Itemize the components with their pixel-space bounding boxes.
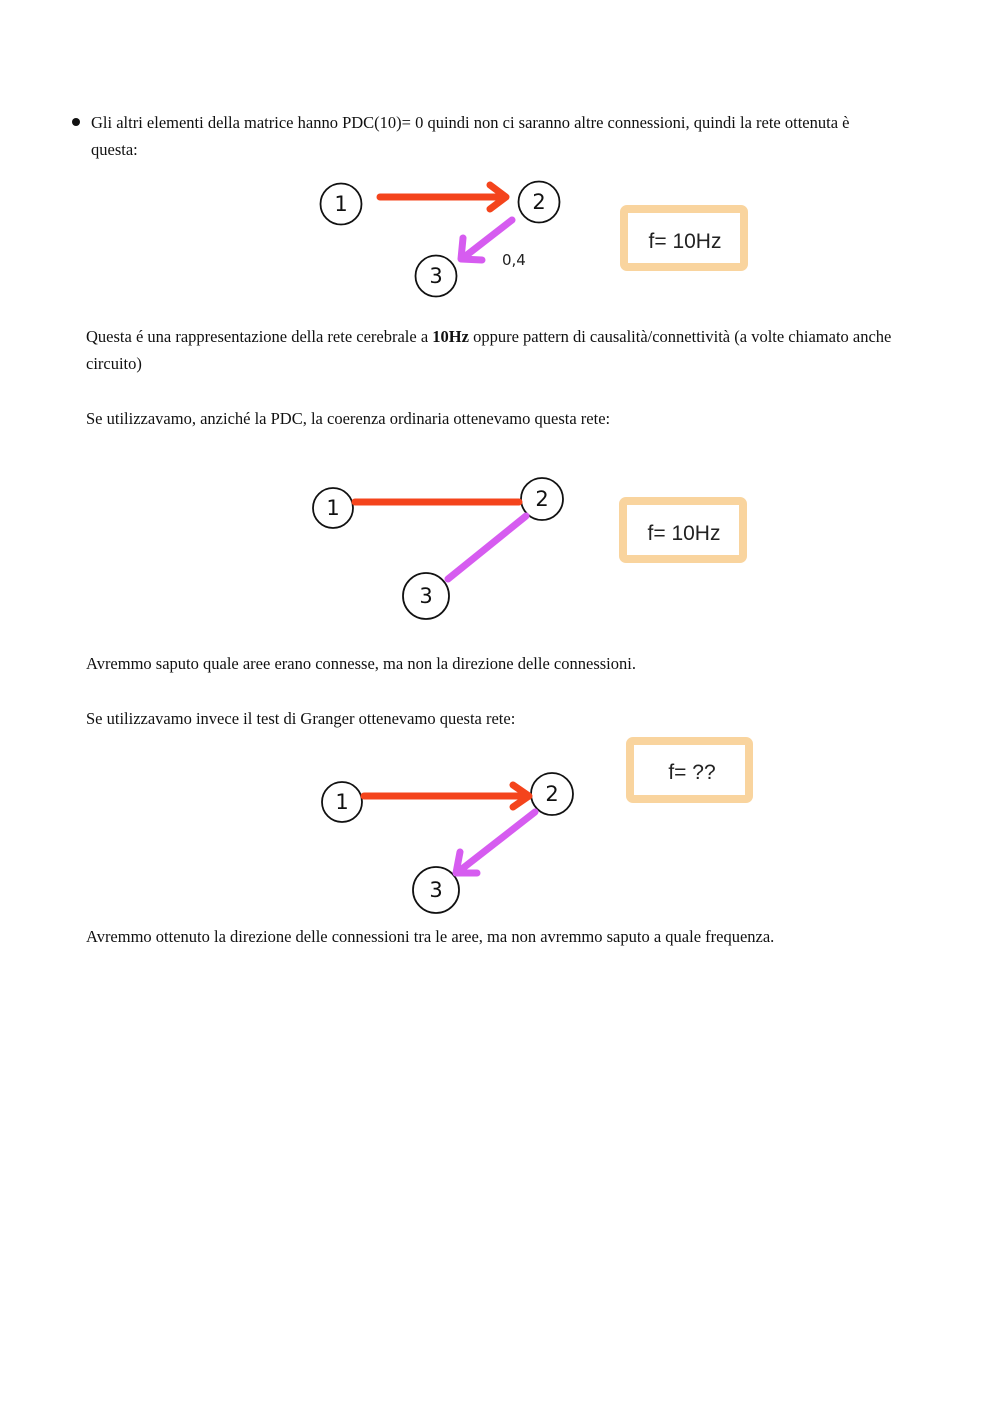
frequency-label: f= ?? [668, 761, 716, 784]
node-1-label: 1 [326, 496, 340, 520]
coherence-intro-paragraph: Se utilizzavamo, anziché la PDC, la coerenza ordinaria ottenevamo questa rete: [86, 409, 611, 428]
pdc-explanation-bold: 10Hz [432, 327, 469, 346]
edge-weight-label: 0,4 [502, 251, 526, 269]
granger-network-diagram [0, 735, 1000, 920]
granger-conclusion-paragraph: Avremmo ottenuto la direzione delle connessioni tra le aree, ma non avremmo saputo a quale frequenza. [86, 927, 775, 946]
pdc-explanation-paragraph [86, 323, 906, 377]
edge-1-to-2-arrow [364, 785, 529, 807]
coherence-conclusion-paragraph: Avremmo saputo quale aree erano connesse, ma non la direzione delle connessioni. [86, 654, 636, 673]
bullet-dot-icon [72, 118, 80, 126]
node-3-label: 3 [429, 264, 443, 288]
pdc-network-diagram [0, 170, 1000, 310]
node-2-label: 2 [532, 190, 546, 214]
node-1-label: 1 [334, 192, 348, 216]
pdc-explanation-text-start: Questa é una rappresentazione della rete cerebrale a [86, 327, 433, 346]
frequency-label: f= 10Hz [648, 230, 722, 253]
node-2-label: 2 [535, 487, 549, 511]
granger-intro-paragraph: Se utilizzavamo invece il test di Granger ottenevamo questa rete: [86, 709, 516, 728]
edge-1-to-2-arrow [380, 185, 506, 209]
node-3-label: 3 [419, 584, 433, 608]
frequency-label: f= 10Hz [647, 522, 721, 545]
node-2-label: 2 [545, 782, 559, 806]
edge-2-to-3-arrow [456, 812, 535, 873]
pdc-explanation-text-end: oppure pattern di causalità/connettività (a volte chiamato anche circuito) [86, 327, 892, 373]
node-1-label: 1 [335, 790, 349, 814]
node-3-label: 3 [429, 878, 443, 902]
coherence-network-diagram [0, 465, 1000, 630]
bullet-text: Gli altri elementi della matrice hanno PDC(10)= 0 quindi non ci saranno altre connessioni, quindi la rete ottenuta è questa: [91, 113, 850, 159]
edge-2-3-line [448, 516, 526, 579]
